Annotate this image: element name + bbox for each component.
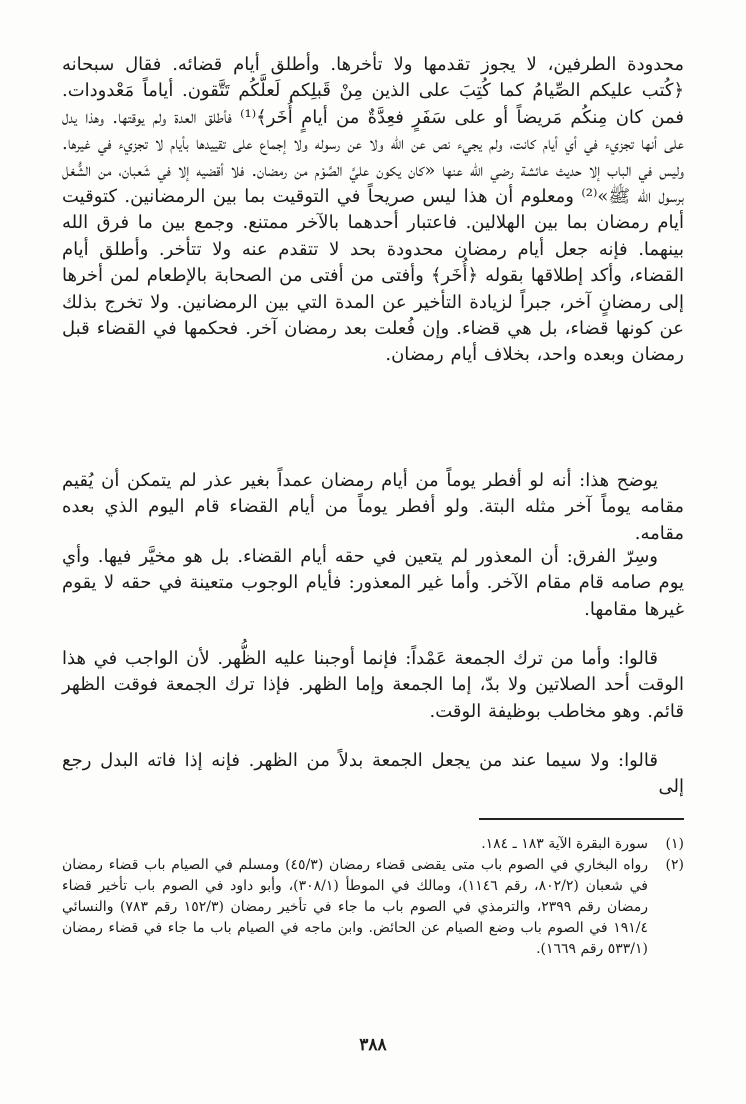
footnote-number: (٢) <box>665 857 684 873</box>
body-paragraph-5: قالوا: ولا سيما عند من يجعل الجمعة بدلاً من الظهر. فإنه إذا فاته البدل رجع إلى <box>62 750 684 798</box>
body-paragraph-4: قالوا: وأما من ترك الجمعة عَمْداً: فإنما أوجبنا عليه الظُّهر. لأن الواجب في هذا الوقت أحد الصلاتين ولا بدّ، إما الجمعة وإما الظهر. فإذا ترك الجمعة فوقت الظهر قائم. وهو مخاطب بوظيفة الوقت. <box>62 648 684 722</box>
footnote-divider <box>479 818 684 820</box>
body-paragraph-3: وسِرّ الفرق: أن المعذور لم يتعين في حقه أيام القضاء. بل هو مخيَّر فيها. وأي يوم صامه قام مقام الآخر. وأما غير المعذور: فأيام الوجوب متعينة في حقه لا يقوم غيرها مقامها. <box>62 546 684 620</box>
body-paragraph-1: محدودة الطرفين، لا يجوز تقدمها ولا تأخرها. وأطلق أيام قضائه. فقال سبحانه ﴿كُتب عليكم الصِّيامُ كما كُتِبَ على الذين مِنْ قَبلِكم لَعلَّكُم تَتَّقون. أياماً مَعْدودات. فمن كان مِنكُم مَريضاً أو على سَفَرٍ فعِدَّةٌ من أيامٍ أُخَر﴾⁽¹⁾ فأطلق العدة ولم يوقتها. وهذا يدل على أنها تجزيء في أي أيام كانت، ولم يجيء نص عن الله ولا عن رسوله ولا إجماع على تقييدها بأيام لا تجزيء في غيرها. وليس في الباب إلا حديث عائشة رضي الله عنها «كان يكون عليَّ الصَّوْم من رمضان. فلا أقضيه إلا في شَعبان، من الشُّغل برسول الله ﷺ»⁽²⁾ ومعلوم أن هذا ليس صريحاً في التوقيت بما بين الرمضانين. كتوقيت أيام رمضان بما بين الهلالين. فاعتبار أحدهما بالآخر ممتنع. وجمع بين ما فرق الله بينهما. فإنه جعل أيام رمضان محدودة بحد لا تتقدم عنه ولا تتأخر. وأطلق أيام القضاء، وأكد إطلاقها بقوله ﴿أُخَر﴾ وأفتى من أفتى من الصحابة بالإطعام لمن أخرها إلى رمضانٍ آخر، جبراً لزيادة التأخير عن المدة التي بين الرمضانين. ولا تخرج بذلك عن كونها قضاء، بل هي قضاء. وإن فُعلت بعد رمضان آخر. فحكمها في القضاء قبل رمضان وبعده واحد، بخلاف أيام رمضان. <box>62 54 684 366</box>
footnote-2 <box>62 855 684 962</box>
footnote-1 <box>62 834 684 855</box>
footnote-number: (١) <box>665 836 684 852</box>
footnotes <box>62 834 684 962</box>
footnote-text: سورة البقرة الآية ١٨٣ ـ ١٨٤. <box>481 836 648 852</box>
body-paragraph-2: يوضح هذا: أنه لو أفطر يوماً من أيام رمضان عمداً بغير عذر لم يتمكن أن يُقيم مقامه يوماً آخر مثله البتة. ولو أفطر يوماً من أيام القضاء قام اليوم الذي بعده مقامه. <box>62 470 684 544</box>
page-number: ٣٨٨ <box>359 1035 387 1055</box>
footnote-text: رواه البخاري في الصوم باب متى يقضى قضاء رمضان (٤٥/٣) ومسلم في الصيام باب قضاء رمضان في شعبان (٨٠٢/٢، رقم ١١٤٦)، ومالك في الموطأ (٣٠٨/١)، وأبو داود في الصوم باب تأخير قضاء رمضان رقم ٢٣٩٩، والترمذي في الصوم باب ما جاء في تأخير رمضان (١٥٢/٣ رقم ٧٨٣) والنسائي ١٩١/٤ في الصوم باب وضع الصيام عن الحائض. وابن ماجه في الصيام باب ما جاء في قضاء رمضان (٥٣٣/١ رقم ١٦٦٩). <box>62 857 648 957</box>
page-content <box>0 52 746 1102</box>
